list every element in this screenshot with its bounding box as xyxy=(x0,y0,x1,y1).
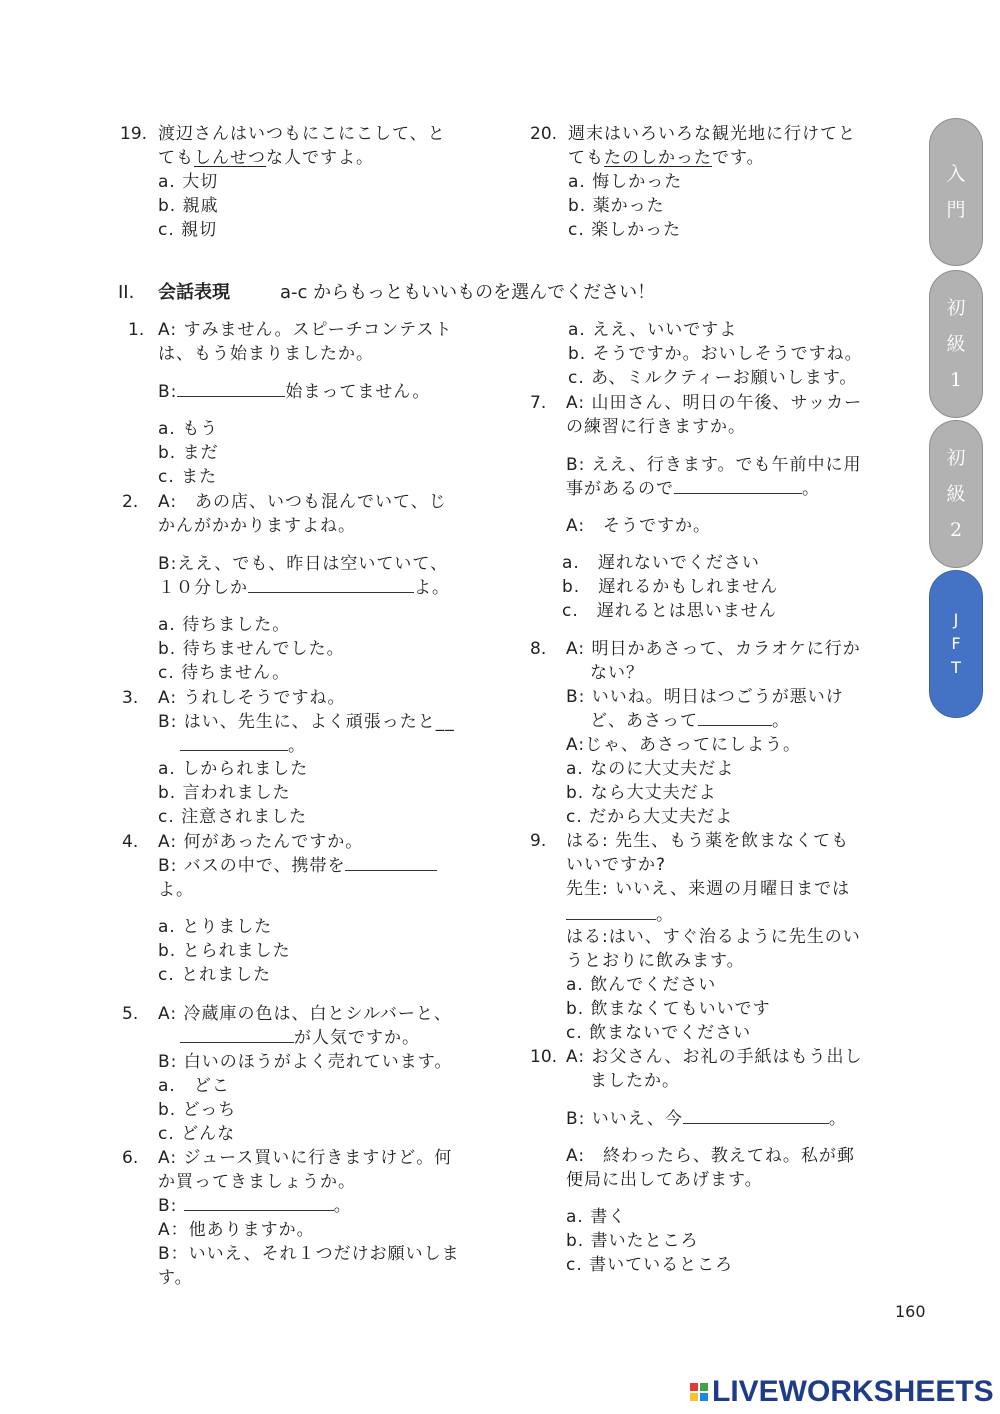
q19-line: てもしんせつな人ですよ。 xyxy=(158,148,374,168)
q1-line: A: すみません。スピーチコンテスト xyxy=(158,320,453,340)
tab-shokyu-1[interactable] xyxy=(929,270,983,418)
tab-label: 入 xyxy=(946,163,966,185)
q20-line: 週末はいろいろな観光地に行けてと xyxy=(568,124,856,144)
q8-option-a[interactable]: a. なのに大丈夫だよ xyxy=(566,759,735,779)
q2-line: １０分しか よ。 xyxy=(158,578,450,598)
q7-number: 7. xyxy=(530,393,547,413)
logo-text: LIVEWORKSHEETS xyxy=(712,1375,994,1408)
q7-option-a[interactable]: a. 遅れないでください xyxy=(562,553,760,573)
q20-option-a[interactable]: a. 悔しかった xyxy=(568,172,683,192)
q6-option-a[interactable]: a. ええ、いいですよ xyxy=(568,320,738,340)
liveworksheets-logo-icon xyxy=(690,1383,708,1401)
q2-line: B:ええ、でも、昨日は空いていて、 xyxy=(158,554,449,574)
q2-option-b[interactable]: b. 待ちませんでした。 xyxy=(158,639,345,659)
q10-line: A: お父さん、お礼の手紙はもう出し xyxy=(566,1047,863,1067)
tab-label: 門 xyxy=(946,199,966,221)
q10-line: 便局に出してあげます。 xyxy=(566,1170,763,1190)
q6-option-b[interactable]: b. そうですか。おいしそうですね。 xyxy=(568,344,863,364)
tab-label: 初 xyxy=(946,447,966,469)
q3-line: A: うれしそうですね。 xyxy=(158,688,346,708)
q8-line: ど、あさって 。 xyxy=(590,711,790,731)
q9-option-c[interactable]: c. 飲まないでください xyxy=(566,1023,752,1043)
q20-option-b[interactable]: b. 薬かった xyxy=(568,196,665,216)
answer-blank[interactable] xyxy=(184,1196,334,1211)
q4-option-a[interactable]: a. とりました xyxy=(158,917,273,937)
tab-label: J xyxy=(953,610,959,629)
q5-line: A: 冷蔵庫の色は、白とシルバーと、 xyxy=(158,1004,452,1024)
q1-line: B: 始まってません。 xyxy=(158,382,431,402)
tab-label: T xyxy=(951,658,961,677)
q9-option-b[interactable]: b. 飲まなくてもいいです xyxy=(566,999,771,1019)
q2-option-c[interactable]: c. 待ちません。 xyxy=(158,663,291,683)
q9-option-a[interactable]: a. 飲んでください xyxy=(566,975,717,995)
q10-line: B: いいえ、今 。 xyxy=(566,1109,847,1129)
q8-line: A:じゃ、あさってにしよう。 xyxy=(566,735,802,755)
answer-blank[interactable] xyxy=(683,1109,829,1124)
q9-line: はる: 先生、もう薬を飲まなくても xyxy=(566,831,850,851)
q7-option-c[interactable]: c. 遅れるとは思いません xyxy=(562,601,777,621)
q4-line: A: 何があったんですか。 xyxy=(158,832,364,852)
q5-number: 5. xyxy=(122,1004,139,1024)
answer-blank[interactable] xyxy=(566,905,656,920)
answer-blank[interactable] xyxy=(674,479,802,494)
tab-label: 2 xyxy=(949,519,963,541)
q7-line: A: そうですか。 xyxy=(566,516,712,536)
q8-line: B: いいね。明日はつごうが悪いけ xyxy=(566,687,844,707)
q8-line: A: 明日かあさって、カラオケに行か xyxy=(566,639,861,659)
q3-option-c[interactable]: c. 注意されました xyxy=(158,807,308,827)
q9-line: はる:はい、すぐ治るように先生のい xyxy=(566,927,861,947)
q3-number: 3. xyxy=(122,688,139,708)
q1-line: は、もう始まりましたか。 xyxy=(158,344,374,364)
q4-line: よ。 xyxy=(158,880,194,900)
section-instruction: a-c からもっともいいものを選んでください！ xyxy=(280,282,656,303)
q4-number: 4. xyxy=(122,832,139,852)
q19-option-b[interactable]: b. 親戚 xyxy=(158,196,219,216)
q3-line: B: はい、先生に、よく頑張ったと__ xyxy=(158,712,455,732)
answer-blank[interactable] xyxy=(345,856,437,871)
q19-line: 渡辺さんはいつもにこにこして、と xyxy=(158,124,446,144)
q7-line: 事があるので 。 xyxy=(566,479,820,499)
q8-option-c[interactable]: c. だから大丈夫だよ xyxy=(566,807,734,827)
tab-label: 初 xyxy=(946,297,966,319)
q9-line: 。 xyxy=(566,903,674,927)
q2-option-a[interactable]: a. 待ちました。 xyxy=(158,615,291,635)
q2-number: 2. xyxy=(122,492,139,512)
q6-line: B：いいえ、それ１つだけお願いしま xyxy=(158,1244,460,1264)
tab-label: F xyxy=(951,634,961,653)
q3-option-a[interactable]: a. しかられました xyxy=(158,759,309,779)
tab-label: 級 xyxy=(946,333,966,355)
answer-blank[interactable] xyxy=(177,382,285,397)
q3-line: 。 xyxy=(158,734,306,758)
q8-line: ない？ xyxy=(590,663,644,683)
q10-option-c[interactable]: c. 書いているところ xyxy=(566,1255,734,1275)
q7-line: B: ええ、行きます。でも午前中に用 xyxy=(566,455,862,475)
q6-number: 6. xyxy=(122,1148,139,1168)
q6-line: B: 。 xyxy=(158,1196,352,1216)
q9-line: 先生: いいえ、来週の月曜日までは xyxy=(566,879,851,899)
q6-line: す。 xyxy=(158,1268,193,1288)
section-number: II. xyxy=(118,282,135,303)
q10-number: 10. xyxy=(530,1047,558,1067)
q20-number: 20. xyxy=(530,124,558,144)
q10-option-b[interactable]: b. 書いたところ xyxy=(566,1231,699,1251)
q8-option-b[interactable]: b. なら大丈夫だよ xyxy=(566,783,717,803)
q5-line: が人気ですか。 xyxy=(158,1026,420,1050)
q10-line: A: 終わったら、教えてね。私が郵 xyxy=(566,1146,855,1166)
q4-line: B: バスの中で、携帯を xyxy=(158,854,437,878)
tab-shokyu-2[interactable] xyxy=(929,420,983,568)
q19-number: 19. xyxy=(120,124,148,144)
answer-blank[interactable] xyxy=(248,578,414,593)
liveworksheets-logo[interactable] xyxy=(690,1375,994,1409)
q7-line: A: 山田さん、明日の午後、サッカー xyxy=(566,393,863,413)
q8-number: 8. xyxy=(530,639,547,659)
q5-option-c[interactable]: c. どんな xyxy=(158,1124,236,1144)
tab-label: 1 xyxy=(949,369,963,391)
q9-line: いいですか? xyxy=(566,855,667,875)
q3-option-b[interactable]: b. 言われました xyxy=(158,783,291,803)
answer-blank[interactable] xyxy=(698,711,772,726)
q10-option-a[interactable]: a. 書く xyxy=(566,1207,627,1227)
tab-jft[interactable] xyxy=(929,570,983,718)
q20-line: てもたのしかったです。 xyxy=(568,148,765,168)
q5-option-b[interactable]: b. どっち xyxy=(158,1100,237,1120)
q9-line: うとおりに飲みます。 xyxy=(566,951,745,971)
q9-number: 9. xyxy=(530,831,547,851)
q7-line: の練習に行きますか。 xyxy=(566,417,746,437)
q4-option-c[interactable]: c. とれました xyxy=(158,965,272,985)
tab-nyumon[interactable] xyxy=(929,118,983,266)
q5-option-a[interactable]: a. どこ xyxy=(158,1076,230,1096)
q2-line: A: あの店、いつも混んでいて、じ xyxy=(158,492,447,512)
q19-option-a[interactable]: a. 大切 xyxy=(158,172,219,192)
q1-option-a[interactable]: a. もう xyxy=(158,419,219,439)
q6-option-c[interactable]: c. あ、ミルクティーお願いします。 xyxy=(568,368,858,388)
answer-blank[interactable] xyxy=(180,1028,294,1043)
q6-line: A: ジュース買いに行きますけど。何 xyxy=(158,1148,453,1168)
q6-line: A：他ありますか。 xyxy=(158,1220,315,1240)
q1-option-c[interactable]: c. また xyxy=(158,467,218,487)
q19-option-c[interactable]: c. 親切 xyxy=(158,220,218,240)
q7-option-b[interactable]: b. 遅れるかもしれません xyxy=(562,577,779,597)
section-title: 会話表現 xyxy=(158,282,230,303)
q1-option-b[interactable]: b. まだ xyxy=(158,443,219,463)
tab-label: 級 xyxy=(946,483,966,505)
q4-option-b[interactable]: b. とられました xyxy=(158,941,291,961)
q2-line: かんがかかりますよね。 xyxy=(158,516,356,536)
q10-line: ましたか。 xyxy=(590,1071,680,1091)
answer-blank[interactable] xyxy=(180,736,288,751)
q1-number: 1. xyxy=(128,320,145,340)
q6-line: か買ってきましょうか。 xyxy=(158,1172,356,1192)
q20-option-c[interactable]: c. 楽しかった xyxy=(568,220,682,240)
q5-line: B: 白いのほうがよく売れています。 xyxy=(158,1052,453,1072)
page-number: 160 xyxy=(895,1302,926,1321)
